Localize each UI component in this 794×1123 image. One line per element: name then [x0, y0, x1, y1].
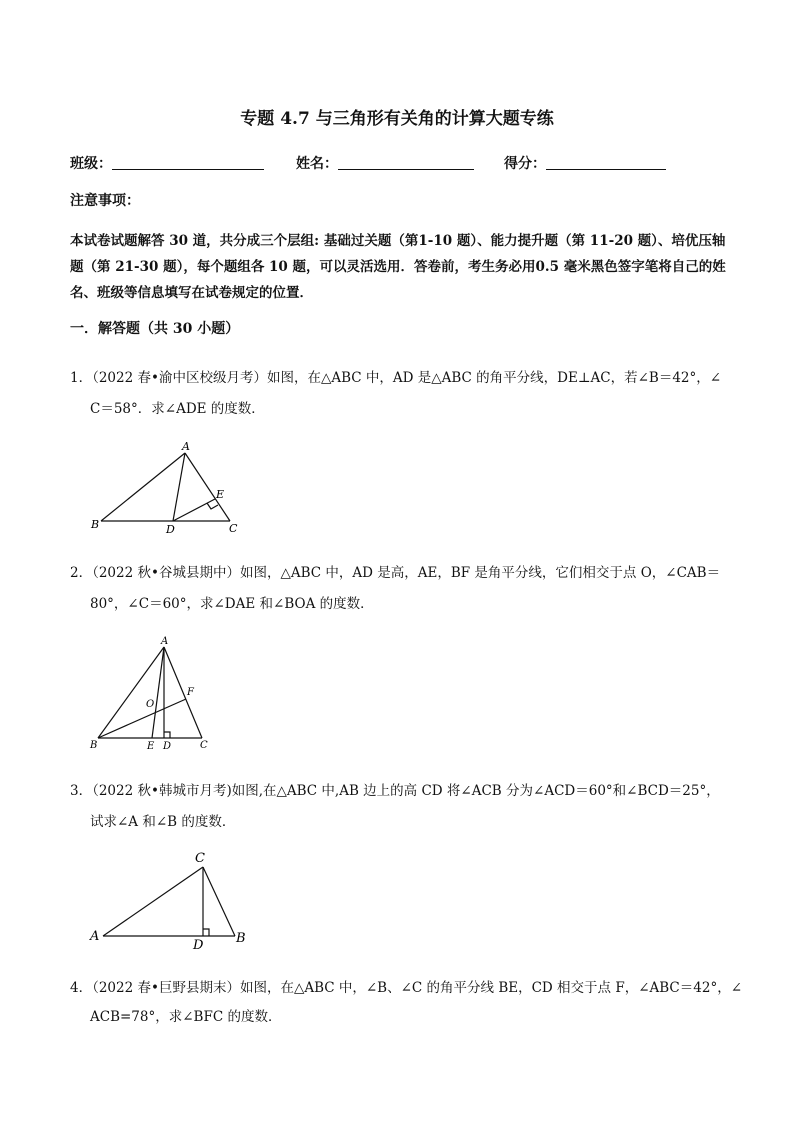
label-a: A	[161, 636, 169, 647]
question-4-line2: ACB=78°，求∠BFC 的度数．	[90, 1009, 282, 1025]
right-angle-mark	[207, 503, 218, 509]
name-blank[interactable]	[338, 155, 474, 170]
name-label: 姓名：	[296, 156, 338, 172]
notice-heading: 注意事项：	[70, 193, 140, 209]
label-d: D	[163, 741, 172, 752]
question-2-figure	[80, 628, 230, 756]
question-1-figure	[85, 436, 245, 536]
label-a: A	[90, 929, 100, 944]
page-title: 专题 4.7 与三角形有关角的计算大题专练	[240, 109, 554, 129]
question-3-figure	[85, 848, 260, 953]
score-field	[504, 153, 666, 173]
label-e: E	[147, 741, 155, 752]
side-ab	[101, 453, 185, 521]
notice-line: 名、班级等信息填写在试卷规定的位置．	[70, 285, 313, 301]
question-4-line1: 4．（2022 春•巨野县期末）如图，在△ABC 中，∠B、∠C 的角平分线 BE，CD 相交于点 F，∠ABC＝42°，∠	[70, 980, 743, 996]
label-d: D	[166, 523, 175, 536]
section-heading: 一．解答题（共 30 小题）	[70, 321, 240, 337]
question-1-line1: 1．（2022 春•渝中区校级月考）如图，在△ABC 中，AD 是△ABC 的角平分线，DE⊥AC，若∠B＝42°，∠	[70, 370, 722, 386]
label-c: C	[200, 740, 208, 751]
question-2-line1: 2．（2022 秋•谷城县期中）如图，△ABC 中，AD 是高，AE，BF 是角平分线，它们相交于点 O，∠CAB＝	[70, 565, 721, 581]
notice-line: 题（第 21-30 题），每个题组各 10 题，可以灵活选用．答卷前，考生务必用0.5 毫米黑色签字笔将自己的姓	[70, 259, 726, 275]
score-blank[interactable]	[546, 155, 666, 170]
label-f: F	[187, 687, 194, 698]
class-field	[70, 153, 264, 173]
name-field	[296, 153, 474, 173]
label-c: C	[229, 522, 238, 535]
question-3-line1: 3．（2022 秋•韩城市月考)如图,在△ABC 中,AB 边上的高 CD 将∠ACB 分为∠ACD＝60°和∠BCD＝25°，	[70, 783, 720, 799]
side-ac	[103, 867, 203, 936]
label-a: A	[182, 440, 190, 453]
bisector-ad	[173, 453, 185, 521]
label-o: O	[146, 699, 155, 710]
question-1-line2: C＝58°．求∠ADE 的度数．	[90, 401, 265, 417]
label-e: E	[216, 488, 225, 501]
side-ac	[164, 647, 202, 738]
right-angle-mark	[203, 929, 209, 936]
score-label: 得分：	[504, 156, 546, 172]
question-2-line2: 80°，∠C＝60°，求∠DAE 和∠BOA 的度数．	[90, 596, 374, 612]
bisector-bf	[98, 699, 186, 738]
label-b: B	[90, 740, 98, 751]
label-c: C	[195, 851, 205, 866]
class-blank[interactable]	[112, 155, 264, 170]
perpendicular-de	[173, 499, 215, 521]
class-label: 班级：	[70, 156, 112, 172]
label-d: D	[193, 938, 204, 953]
label-b: B	[91, 518, 100, 531]
label-b: B	[236, 931, 246, 946]
right-angle-mark	[164, 732, 170, 738]
question-3-line2: 试求∠A 和∠B 的度数．	[90, 814, 236, 830]
notice-line: 本试卷试题解答 30 道，共分成三个层组: 基础过关题（第1-10 题）、能力提升题（第 11-20 题）、培优压轴	[70, 233, 726, 249]
side-bc	[203, 867, 235, 936]
